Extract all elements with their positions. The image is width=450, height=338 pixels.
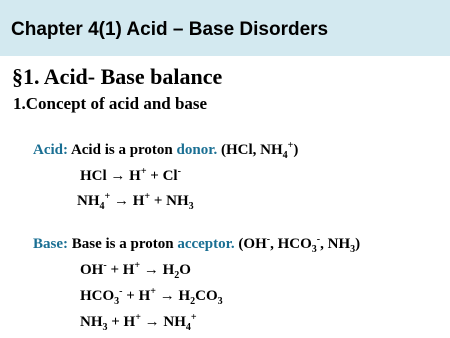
base-equation-nh3: $NH_3 + H^+ \to NH_4^+$ (80, 312, 197, 333)
acid-definition-text: Acid is a proton (70, 142, 177, 158)
base-definition-line: Base: Base is a proton acceptor. (OH-, $HCO_3^-$, $NH_3$) (33, 234, 361, 255)
acid-donor-keyword: donor. (176, 142, 218, 158)
base-equation-hco3: $HCO_3^- + H^+ \to H_2CO_3$ (80, 286, 223, 307)
slide-title: Chapter 4(1) Acid – Base Disorders (11, 19, 329, 40)
base-label: Base: (33, 236, 68, 252)
acid-equation-hcl: HCl → H+ + Cl- (80, 166, 181, 184)
acid-example-open: (HCl, NH (217, 142, 283, 158)
acid-equation-nh4: $NH_4^+ \to H^+ + NH_3$ (77, 191, 194, 212)
section-heading: §1. Acid- Base balance (12, 64, 223, 89)
subheading: 1.Concept of acid and base (13, 94, 208, 113)
base-equation-oh: $OH^- + H^+ \to H_2O$ (80, 260, 191, 281)
acid-definition-line: Acid: Acid is a proton donor. (HCl, $NH_4^+$) (33, 140, 299, 161)
base-definition-text: Base is a proton (71, 236, 178, 252)
acid-label: Acid: (33, 142, 68, 158)
base-acceptor-keyword: acceptor. (177, 236, 235, 252)
